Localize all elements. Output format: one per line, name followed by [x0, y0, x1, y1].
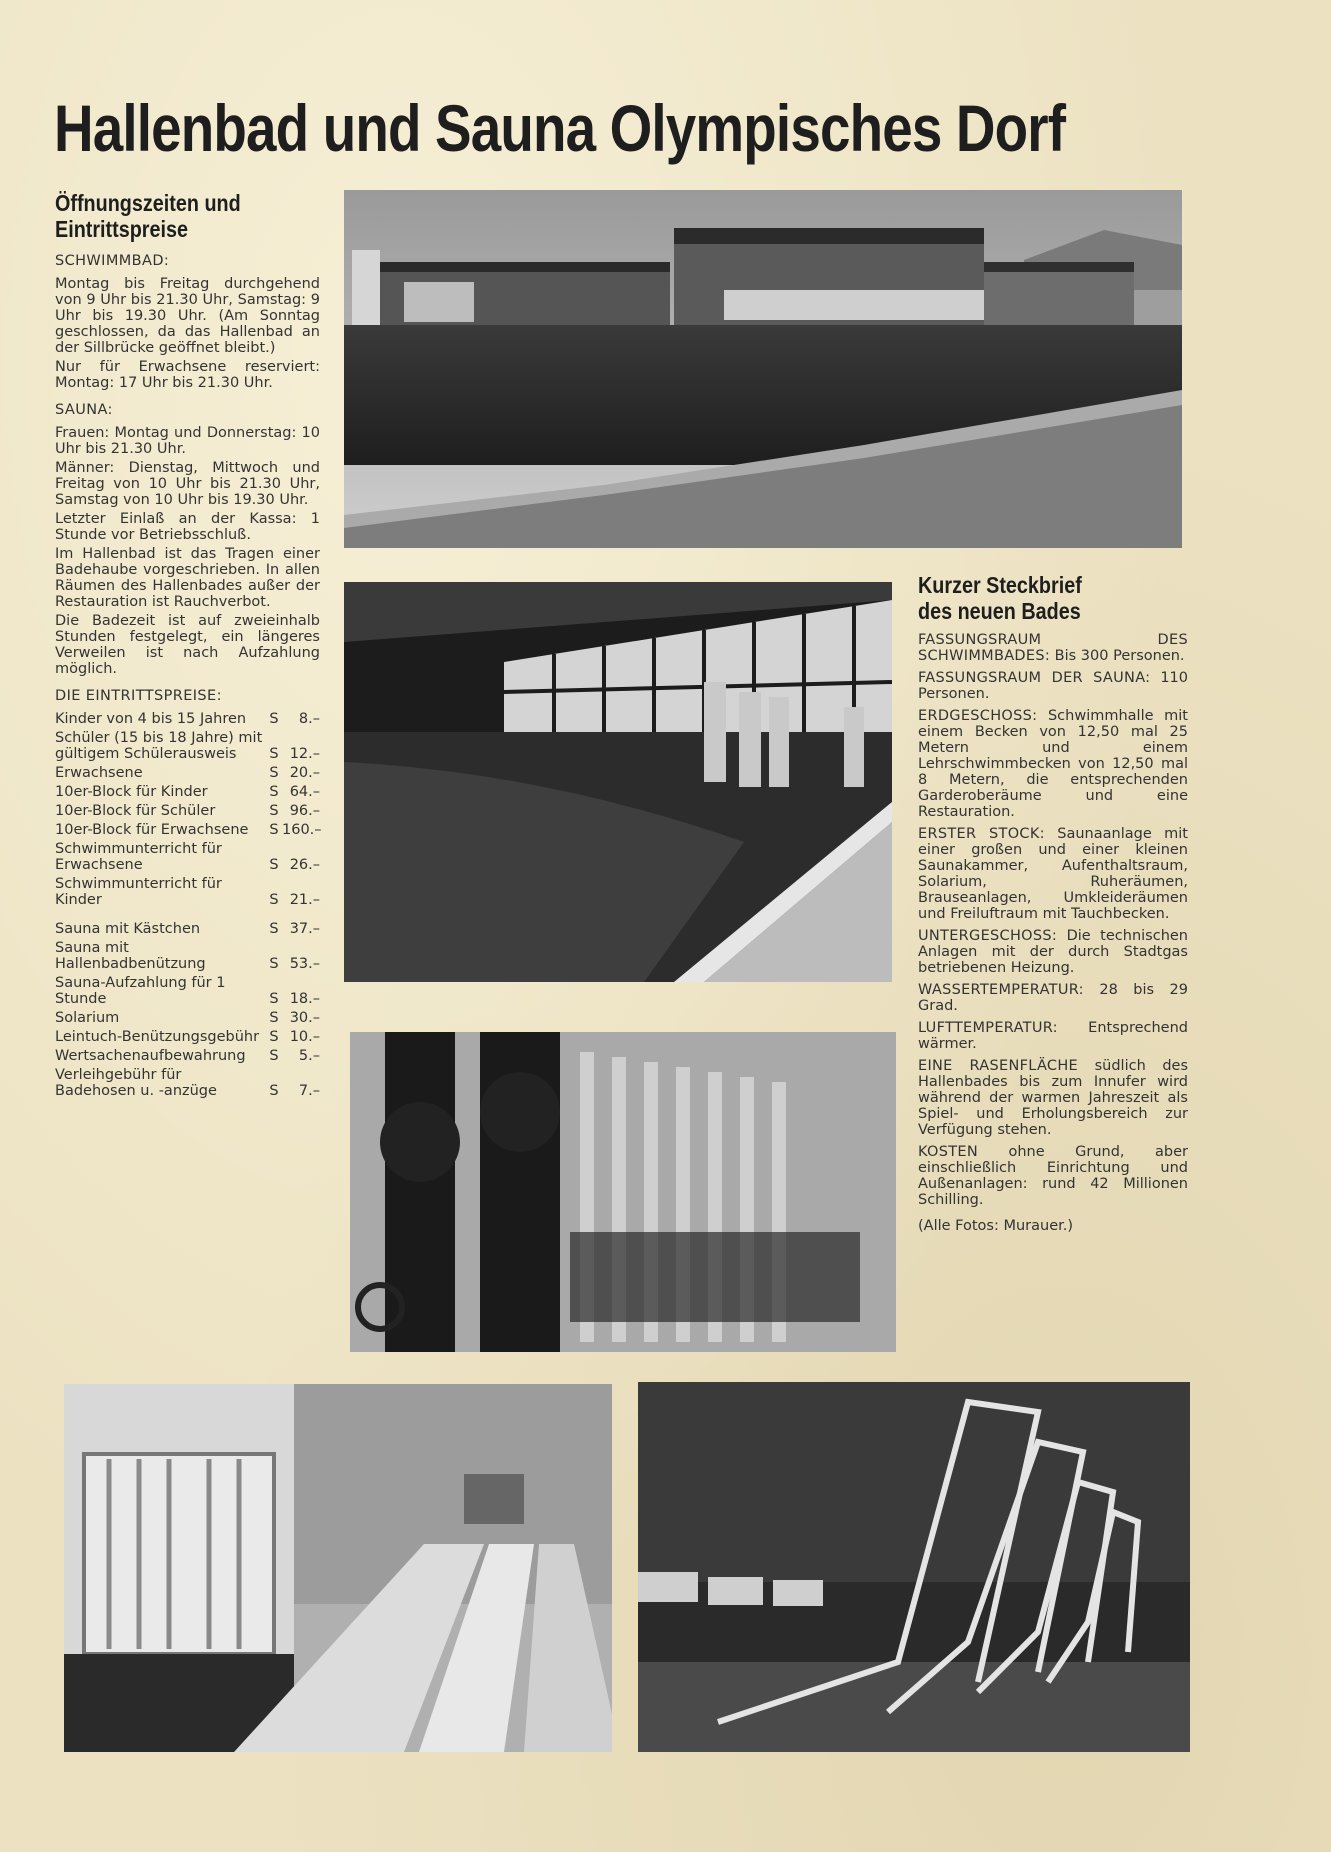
fact-caption: ERSTER STOCK:	[918, 826, 1045, 842]
price-row	[55, 1067, 320, 1099]
fact-entry	[918, 1058, 1188, 1138]
opening-hours-heading: Öffnungszeiten und Eintrittspreise	[55, 190, 241, 242]
fact-list	[918, 632, 1188, 1208]
photo-technical-room	[350, 1032, 896, 1352]
price-label: Solarium	[55, 1010, 120, 1026]
price-row	[55, 876, 320, 908]
price-amount: 5.–	[298, 1048, 320, 1064]
price-row	[55, 921, 320, 937]
price-label: 10er-Block für Kinder	[55, 784, 208, 800]
price-row	[55, 765, 320, 781]
price-row	[55, 1029, 320, 1045]
price-amount: 20.–	[289, 765, 320, 781]
price-amount: 10.–	[289, 1029, 320, 1045]
price-currency: S	[269, 921, 279, 937]
fact-entry	[918, 1144, 1188, 1208]
price-row	[55, 822, 320, 838]
bath-time-note: Die Badezeit ist auf zweieinhalb Stunden festgelegt, ein längeres Verweilen ist nach Aufzahlung möglich.	[55, 613, 320, 677]
price-label: Verleihgebühr für Badehosen u. -anzüge	[55, 1067, 217, 1099]
price-label: Schwimmunterricht für Kinder	[55, 876, 222, 908]
price-row	[55, 730, 320, 762]
fact-caption: KOSTEN	[918, 1144, 978, 1160]
price-currency: S	[269, 765, 279, 781]
fact-text: ohne Grund, aber einschließlich Einrichtung und Außenanlagen: rund 42 Millionen Schilling.	[918, 1144, 1188, 1208]
sauna-label: SAUNA:	[55, 402, 113, 418]
sauna-women-hours: Frauen: Montag und Donnerstag: 10 Uhr bis 21.30 Uhr.	[55, 425, 320, 457]
fact-text: südlich des Hallenbades bis zum Innufer wird während der warmen Jahreszeit als Spiel- und Erholungsbereich zur Verfügung stehen.	[918, 1058, 1188, 1138]
fact-caption: WASSERTEMPERATUR:	[918, 982, 1084, 998]
price-amount: 30.–	[289, 1010, 320, 1026]
price-row	[55, 711, 320, 727]
price-currency: S	[269, 822, 279, 838]
price-list	[55, 711, 320, 1099]
headline: Hallenbad und Sauna Olympisches Dorf	[54, 91, 1066, 165]
fact-caption: FASSUNGSRAUM DES SCHWIMMBADES:	[918, 632, 1188, 664]
price-amount: 8.–	[298, 711, 320, 727]
opening-hours-column	[55, 190, 320, 1102]
fact-entry	[918, 670, 1188, 702]
photo-credit: (Alle Fotos: Murauer.)	[918, 1218, 1074, 1234]
price-amount: 21.–	[289, 892, 320, 908]
price-row	[55, 940, 320, 972]
fact-caption: EINE RASENFLÄCHE	[918, 1058, 1079, 1074]
fact-caption: ERDGESCHOSS:	[918, 708, 1038, 724]
price-currency: S	[269, 1010, 279, 1026]
price-row	[55, 1010, 320, 1026]
price-row	[55, 841, 320, 873]
fact-text: Saunaanlage mit einer großen und einer kleinen Saunakammer, Aufenthaltsraum, Solarium, Ruheräumen, Brauseanlagen, Umkleideräumen und Freiluftraum mit Tauchbecken.	[918, 826, 1188, 922]
price-amount: 7.–	[298, 1083, 320, 1099]
photo-rest-room-loungers	[638, 1382, 1190, 1752]
sauna-men-hours: Männer: Dienstag, Mittwoch und Freitag von 10 Uhr bis 21.30 Uhr, Samstag von 10 Uhr bis 19.30 Uhr.	[55, 460, 320, 508]
fact-text: Bis 300 Personen.	[1054, 648, 1185, 664]
price-amount: 96.–	[289, 803, 320, 819]
fact-sheet-column	[918, 572, 1188, 1234]
price-amount: 160.–	[282, 822, 322, 838]
price-currency: S	[269, 711, 279, 727]
price-amount: 26.–	[289, 857, 320, 873]
price-label: Wertsachenaufbewahrung	[55, 1048, 246, 1064]
fact-text: Die technischen Anlagen mit der durch Stadtgas betriebenen Heizung.	[918, 928, 1188, 976]
price-amount: 64.–	[289, 784, 320, 800]
price-label: Schüler (15 bis 18 Jahre) mit gültigem Schülerausweis	[55, 730, 263, 762]
fact-caption: FASSUNGSRAUM DER SAUNA:	[918, 670, 1151, 686]
price-label: Sauna mit Hallenbadbenützung	[55, 940, 206, 972]
price-currency: S	[269, 1083, 279, 1099]
price-currency: S	[269, 857, 279, 873]
fact-entry	[918, 826, 1188, 922]
price-row	[55, 784, 320, 800]
price-row	[55, 1048, 320, 1064]
swim-cap-rule: Im Hallenbad ist das Tragen einer Badehaube vorgeschrieben. In allen Räumen des Hallenbades außer der Restauration ist Rauchverbot.	[55, 546, 320, 610]
price-currency: S	[269, 1048, 279, 1064]
fact-entry	[918, 928, 1188, 976]
photo-building-exterior	[344, 190, 1182, 548]
price-currency: S	[269, 892, 279, 908]
price-amount: 18.–	[289, 991, 320, 1007]
price-row	[55, 975, 320, 1007]
swim-hours: Montag bis Freitag durchgehend von 9 Uhr bis 21.30 Uhr, Samstag: 9 Uhr bis 19.30 Uhr. (Am Sonntag geschlossen, da das Hallenbad an der Sillbrücke geöffnet bleibt.)	[55, 276, 320, 356]
fact-entry	[918, 708, 1188, 820]
fact-text: 110 Personen.	[918, 670, 1188, 702]
price-currency: S	[269, 956, 279, 972]
last-entry-note: Letzter Einlaß an der Kassa: 1 Stunde vor Betriebsschluß.	[55, 511, 320, 543]
price-label: Leintuch-Benützungsgebühr	[55, 1029, 260, 1045]
swim-label: SCHWIMMBAD:	[55, 253, 170, 269]
price-label: Sauna mit Kästchen	[55, 921, 201, 937]
photo-indoor-pool	[344, 582, 892, 982]
adults-only-hours: Nur für Erwachsene reserviert: Montag: 17 Uhr bis 21.30 Uhr.	[55, 359, 320, 391]
fact-text: Entsprechend wärmer.	[918, 1020, 1188, 1052]
price-amount: 37.–	[289, 921, 320, 937]
price-label: Sauna-Aufzahlung für 1 Stunde	[55, 975, 226, 1007]
price-currency: S	[269, 746, 279, 762]
fact-sheet-heading: Kurzer Steckbrief des neuen Bades	[918, 572, 1082, 624]
price-label: Erwachsene	[55, 765, 143, 781]
price-row	[55, 803, 320, 819]
price-currency: S	[269, 991, 279, 1007]
price-label: 10er-Block für Erwachsene	[55, 822, 249, 838]
fact-entry	[918, 1020, 1188, 1052]
fact-text: Schwimmhalle mit einem Becken von 12,50 mal 25 Metern und einem Lehrschwimmbecken von 12,50 mal 8 Metern, die entsprechenden Garderoberäume und eine Restauration.	[918, 708, 1188, 820]
prices-label: DIE EINTRITTSPREISE:	[55, 688, 222, 704]
price-label: 10er-Block für Schüler	[55, 803, 216, 819]
price-currency: S	[269, 784, 279, 800]
price-amount: 53.–	[289, 956, 320, 972]
fact-entry	[918, 982, 1188, 1014]
fact-caption: LUFTTEMPERATUR:	[918, 1020, 1058, 1036]
fact-entry	[918, 632, 1188, 664]
price-amount: 12.–	[289, 746, 320, 762]
photo-sauna-room	[64, 1384, 612, 1752]
price-currency: S	[269, 1029, 279, 1045]
price-label: Schwimmunterricht für Erwachsene	[55, 841, 222, 873]
fact-text: 28 bis 29 Grad.	[918, 982, 1188, 1014]
price-currency: S	[269, 803, 279, 819]
fact-caption: UNTERGESCHOSS:	[918, 928, 1058, 944]
price-label: Kinder von 4 bis 15 Jahren	[55, 711, 247, 727]
